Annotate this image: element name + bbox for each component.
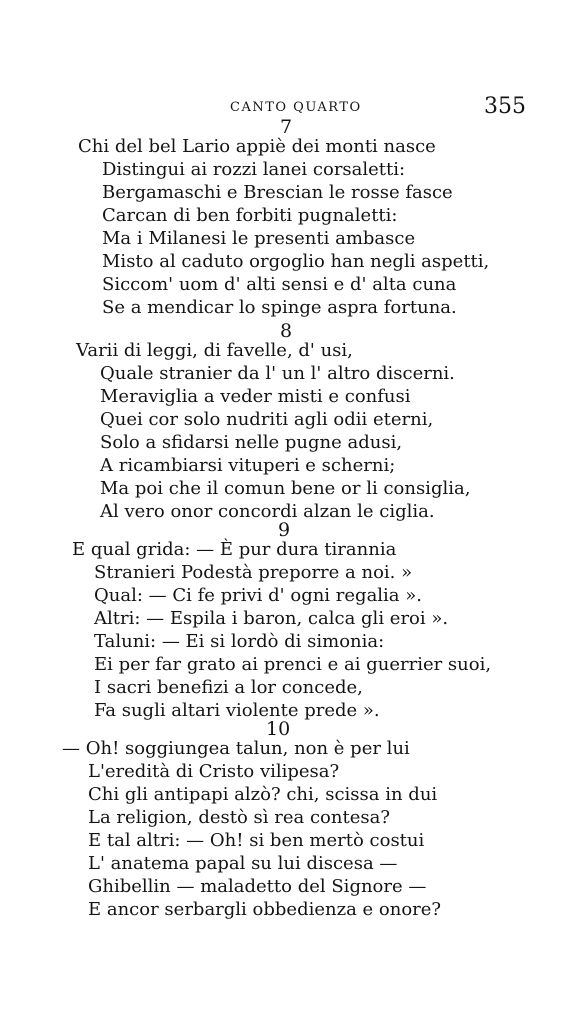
verse-line: E ancor serbargli obbedienza e onore?	[88, 899, 442, 920]
verse-line: Misto al caduto orgoglio han negli aspetti,	[102, 251, 490, 272]
page-number: 355	[484, 94, 526, 119]
verse-line: Fa sugli altari violente prede ».	[94, 700, 380, 721]
verse-line: I sacri benefizi a lor concede,	[94, 677, 363, 698]
verse-line: L' anatema papal su lui discesa —	[88, 853, 398, 874]
stanza-number: 7	[280, 116, 293, 138]
verse-line: Al vero onor concordi alzan le ciglia.	[100, 501, 435, 522]
stanza-number: 9	[278, 519, 291, 541]
verse-line: Ma i Milanesi le presenti ambasce	[102, 228, 416, 249]
verse-line: L'eredità di Cristo vilipesa?	[88, 761, 340, 782]
verse-line: E tal altri: — Oh! si ben mertò costui	[88, 830, 425, 851]
verse-line: — Oh! soggiungea talun, non è per lui	[62, 738, 410, 759]
verse-line: Meraviglia a veder misti e confusi	[100, 386, 411, 407]
verse-line: Chi gli antipapi alzò? chi, scissa in dui	[88, 784, 438, 805]
verse-line: A ricambiarsi vituperi e scherni;	[100, 455, 396, 476]
verse-line: Varii di leggi, di favelle, d' usi,	[76, 340, 353, 361]
running-head: CANTO QUARTO	[230, 100, 362, 115]
verse-line: Quale stranier da l' un l' altro discerni.	[100, 363, 455, 384]
verse-line: Bergamaschi e Brescian le rosse fasce	[102, 182, 453, 203]
verse-line: Ma poi che il comun bene or li consiglia,	[100, 478, 471, 499]
verse-line: Ghibellin — maladetto del Signore —	[88, 876, 427, 897]
stanza-number: 8	[280, 320, 293, 342]
verse-line: Ei per far grato ai prenci e ai guerrier suoi,	[94, 654, 492, 675]
verse-line: Solo a sfidarsi nelle pugne adusi,	[100, 432, 403, 453]
verse-line: Siccom' uom d' alti sensi e d' alta cuna	[102, 274, 457, 295]
verse-line: Distingui ai rozzi lanei corsaletti:	[102, 159, 406, 180]
verse-line: E qual grida: — È pur dura tirannia	[72, 539, 397, 560]
verse-line: Altri: — Espila i baron, calca gli eroi ».	[94, 608, 449, 629]
stanza-number: 10	[266, 718, 291, 740]
verse-line: Se a mendicar lo spinge aspra fortuna.	[102, 297, 457, 318]
verse-line: La religion, destò sì rea contesa?	[88, 807, 390, 828]
verse-line: Carcan di ben forbiti pugnaletti:	[102, 205, 398, 226]
verse-line: Stranieri Podestà preporre a noi. »	[94, 562, 413, 583]
verse-line: Taluni: — Ei si lordò di simonia:	[94, 631, 385, 652]
verse-line: Chi del bel Lario appiè dei monti nasce	[78, 136, 436, 157]
verse-line: Qual: — Ci fe privi d' ogni regalia ».	[94, 585, 422, 606]
verse-line: Quei cor solo nudriti agli odii eterni,	[100, 409, 434, 430]
